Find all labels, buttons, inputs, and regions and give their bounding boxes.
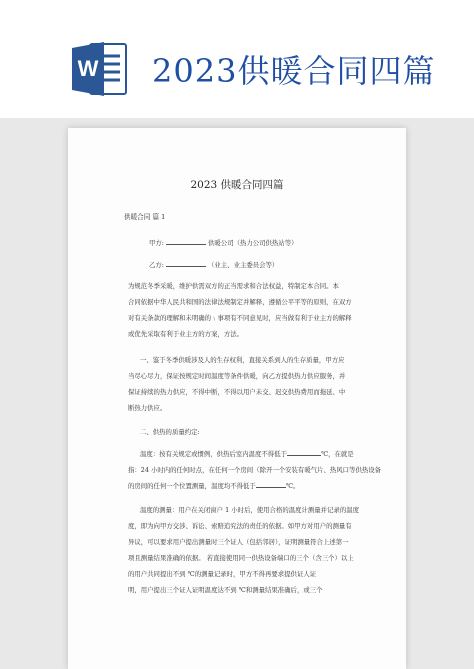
measurement-line: 明，用户提出三个证人证明温度达不到 ℃和测量结果准确后，或三个	[128, 586, 323, 594]
document-page	[68, 128, 406, 669]
section-heading: 供暖合同 篇 1	[124, 213, 166, 221]
intro-line: 为规范冬季采暖，维护供需双方的正当需求和合法权益，特制定本合同。本	[128, 282, 339, 290]
temperature-blank	[287, 448, 321, 456]
page-header	[0, 0, 474, 118]
measurement-line: 异议，可以要求用户提出测量时三个证人（包括邻居），证明测量符合上述第一	[128, 538, 349, 546]
temperature-text: 的房间的任何一个位置测量，温度均不得低于	[128, 482, 256, 490]
intro-line: 或优先采取有利于业主方的方案，方法。	[128, 330, 244, 338]
measurement-line: 的用户共同提出不到 ℃的测量记录时，甲方不得再要求提供证人证	[128, 570, 317, 578]
measurement-line: 度，即为向甲方交涉、诉讼、索赔追究法的责任的依据。如甲方对用户的测量有	[128, 522, 352, 530]
temperature-text: 温度：按有关规定或惯例，供热后室内温度不得低于	[140, 450, 287, 458]
word-document-icon	[70, 38, 130, 100]
temperature-line	[128, 478, 299, 494]
party-a-label: 甲方:	[149, 239, 164, 247]
measurement-line: 项且测量结果准确的依据。 若直接使用同一供热设备端口的三个（含三个）以上	[128, 554, 354, 562]
measurement-line: 温度的测量：用户在关闭窗户 1 小时后，使用合格的温度计测量并记录的温度	[140, 506, 360, 514]
party-a-line	[149, 235, 298, 251]
temperature-text: ℃，在就是	[320, 450, 354, 458]
clause2-heading: 二、供热的质量约定:	[140, 428, 200, 436]
temperature-text: 指：24 小时内的任何时点，在任何一个房间（除开一个安装有暖气片、热风口等供热设备	[128, 466, 382, 474]
temperature-text: ℃。	[285, 482, 300, 490]
page-title: 2023供暖合同四篇	[152, 52, 436, 90]
temperature-line	[128, 462, 381, 478]
word-icon-letter: W	[77, 56, 99, 81]
intro-line: 对有关条款的理解和未明确的﹨事项有不同意见时，应当做有利于业主方的解释	[128, 314, 352, 322]
clause1-line: 断热力供应。	[128, 404, 167, 412]
clause1-line: 当尽心尽力，保证按规定时间温度等条件供暖，向乙方提供热力供应服务，并	[128, 372, 346, 380]
party-a-blank	[166, 237, 206, 245]
party-b-line	[149, 257, 278, 273]
temperature-blank	[256, 480, 286, 488]
clause1-line: 一、鉴于冬季供暖涉及人的生存权利，直接关系到人的生存质量，甲方应	[140, 356, 345, 364]
party-a-suffix: 供暖公司（热力公司供热站等）	[208, 239, 298, 247]
party-b-blank	[166, 259, 206, 267]
document-title: 2023 供暖合同四篇	[190, 179, 284, 191]
intro-line: 合同依据中华人民共和国的法律法规制定并解释，遵循公平平等的原则，在双方	[128, 298, 352, 306]
party-b-label: 乙方:	[149, 261, 164, 269]
party-b-suffix: （业主、业主委员会等）	[208, 261, 279, 269]
clause1-line: 保证持续的热力供应，不得中断，不得以用户未交、迟交供热费用而拖延、中	[128, 388, 346, 396]
temperature-line	[140, 446, 354, 462]
